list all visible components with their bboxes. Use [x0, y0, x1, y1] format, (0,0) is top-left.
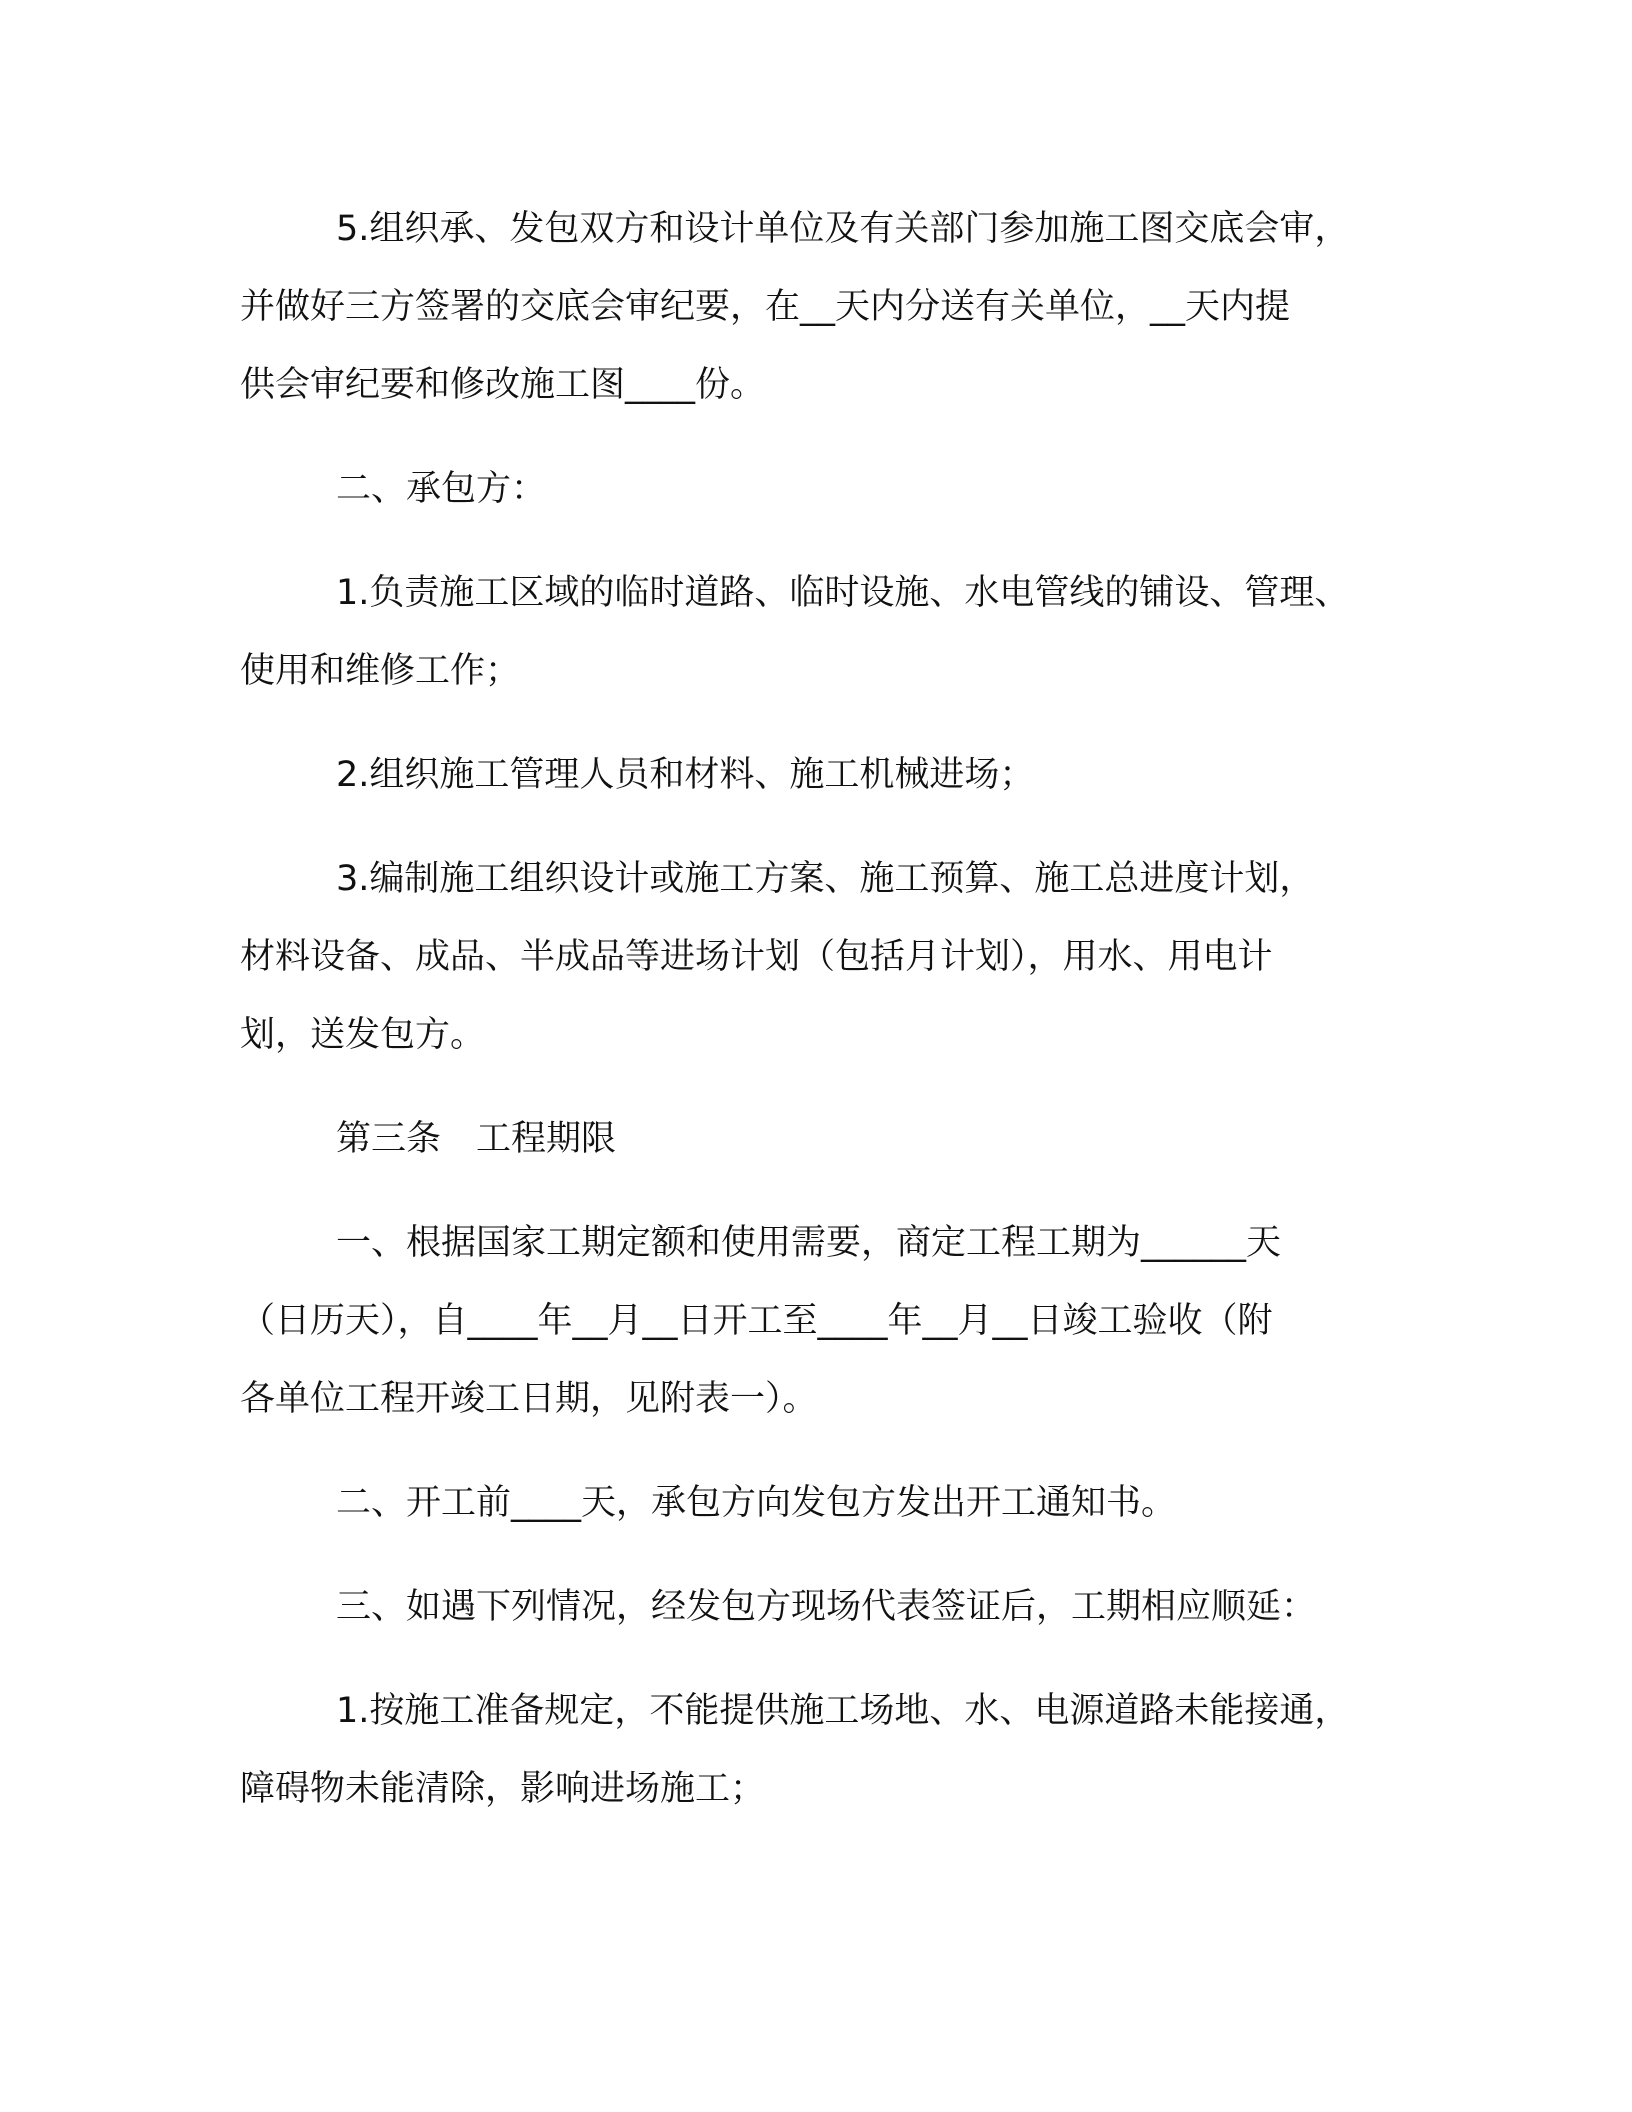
- paragraph-extension-conditions: [240, 1568, 1400, 1646]
- paragraph-article-three-heading: [240, 1100, 1400, 1178]
- text-line: （日历天），自____年__月__日开工至____年__月__日竣工验收（附: [240, 1301, 1273, 1341]
- text-line: 供会审纪要和修改施工图____份。: [240, 365, 766, 405]
- text-line: 并做好三方签署的交底会审纪要，在__天内分送有关单位，__天内提: [240, 287, 1291, 327]
- text-line: 1.按施工准备规定，不能提供施工场地、水、电源道路未能接通，: [336, 1691, 1350, 1731]
- paragraph-design-review: [240, 190, 1400, 424]
- paragraph-personnel-entry: [240, 736, 1400, 814]
- paragraph-duration: [240, 1204, 1400, 1438]
- text-line: 1.负责施工区域的临时道路、临时设施、水电管线的铺设、管理、: [336, 573, 1350, 613]
- text-line: 材料设备、成品、半成品等进场计划（包括月计划），用水、用电计: [240, 937, 1273, 977]
- section-heading: 二、承包方：: [336, 469, 547, 509]
- text-line: 2.组织施工管理人员和材料、施工机械进场；: [336, 755, 1035, 795]
- paragraph-start-notice: [240, 1464, 1400, 1542]
- text-line: 障碍物未能清除，影响进场施工；: [240, 1769, 766, 1809]
- text-line: 划，送发包方。: [240, 1015, 486, 1055]
- text-line: 5.组织承、发包双方和设计单位及有关部门参加施工图交底会审，: [336, 209, 1350, 249]
- text-line: 使用和维修工作；: [240, 651, 521, 691]
- text-line: 3.编制施工组织设计或施工方案、施工预算、施工总进度计划，: [336, 859, 1315, 899]
- text-line: 二、开工前____天，承包方向发包方发出开工通知书。: [336, 1483, 1177, 1523]
- paragraph-temporary-roads: [240, 554, 1400, 710]
- paragraph-contractor-heading: [240, 450, 1400, 528]
- text-line: 各单位工程开竣工日期，见附表一）。: [240, 1379, 818, 1419]
- paragraph-site-preparation: [240, 1672, 1400, 1828]
- text-line: 一、根据国家工期定额和使用需要，商定工程工期为______天: [336, 1223, 1282, 1263]
- paragraph-construction-plan: [240, 840, 1400, 1074]
- document-page: [240, 190, 1400, 1854]
- article-heading: 第三条 工程期限: [336, 1119, 617, 1159]
- text-line: 三、如遇下列情况，经发包方现场代表签证后，工期相应顺延：: [336, 1587, 1317, 1627]
